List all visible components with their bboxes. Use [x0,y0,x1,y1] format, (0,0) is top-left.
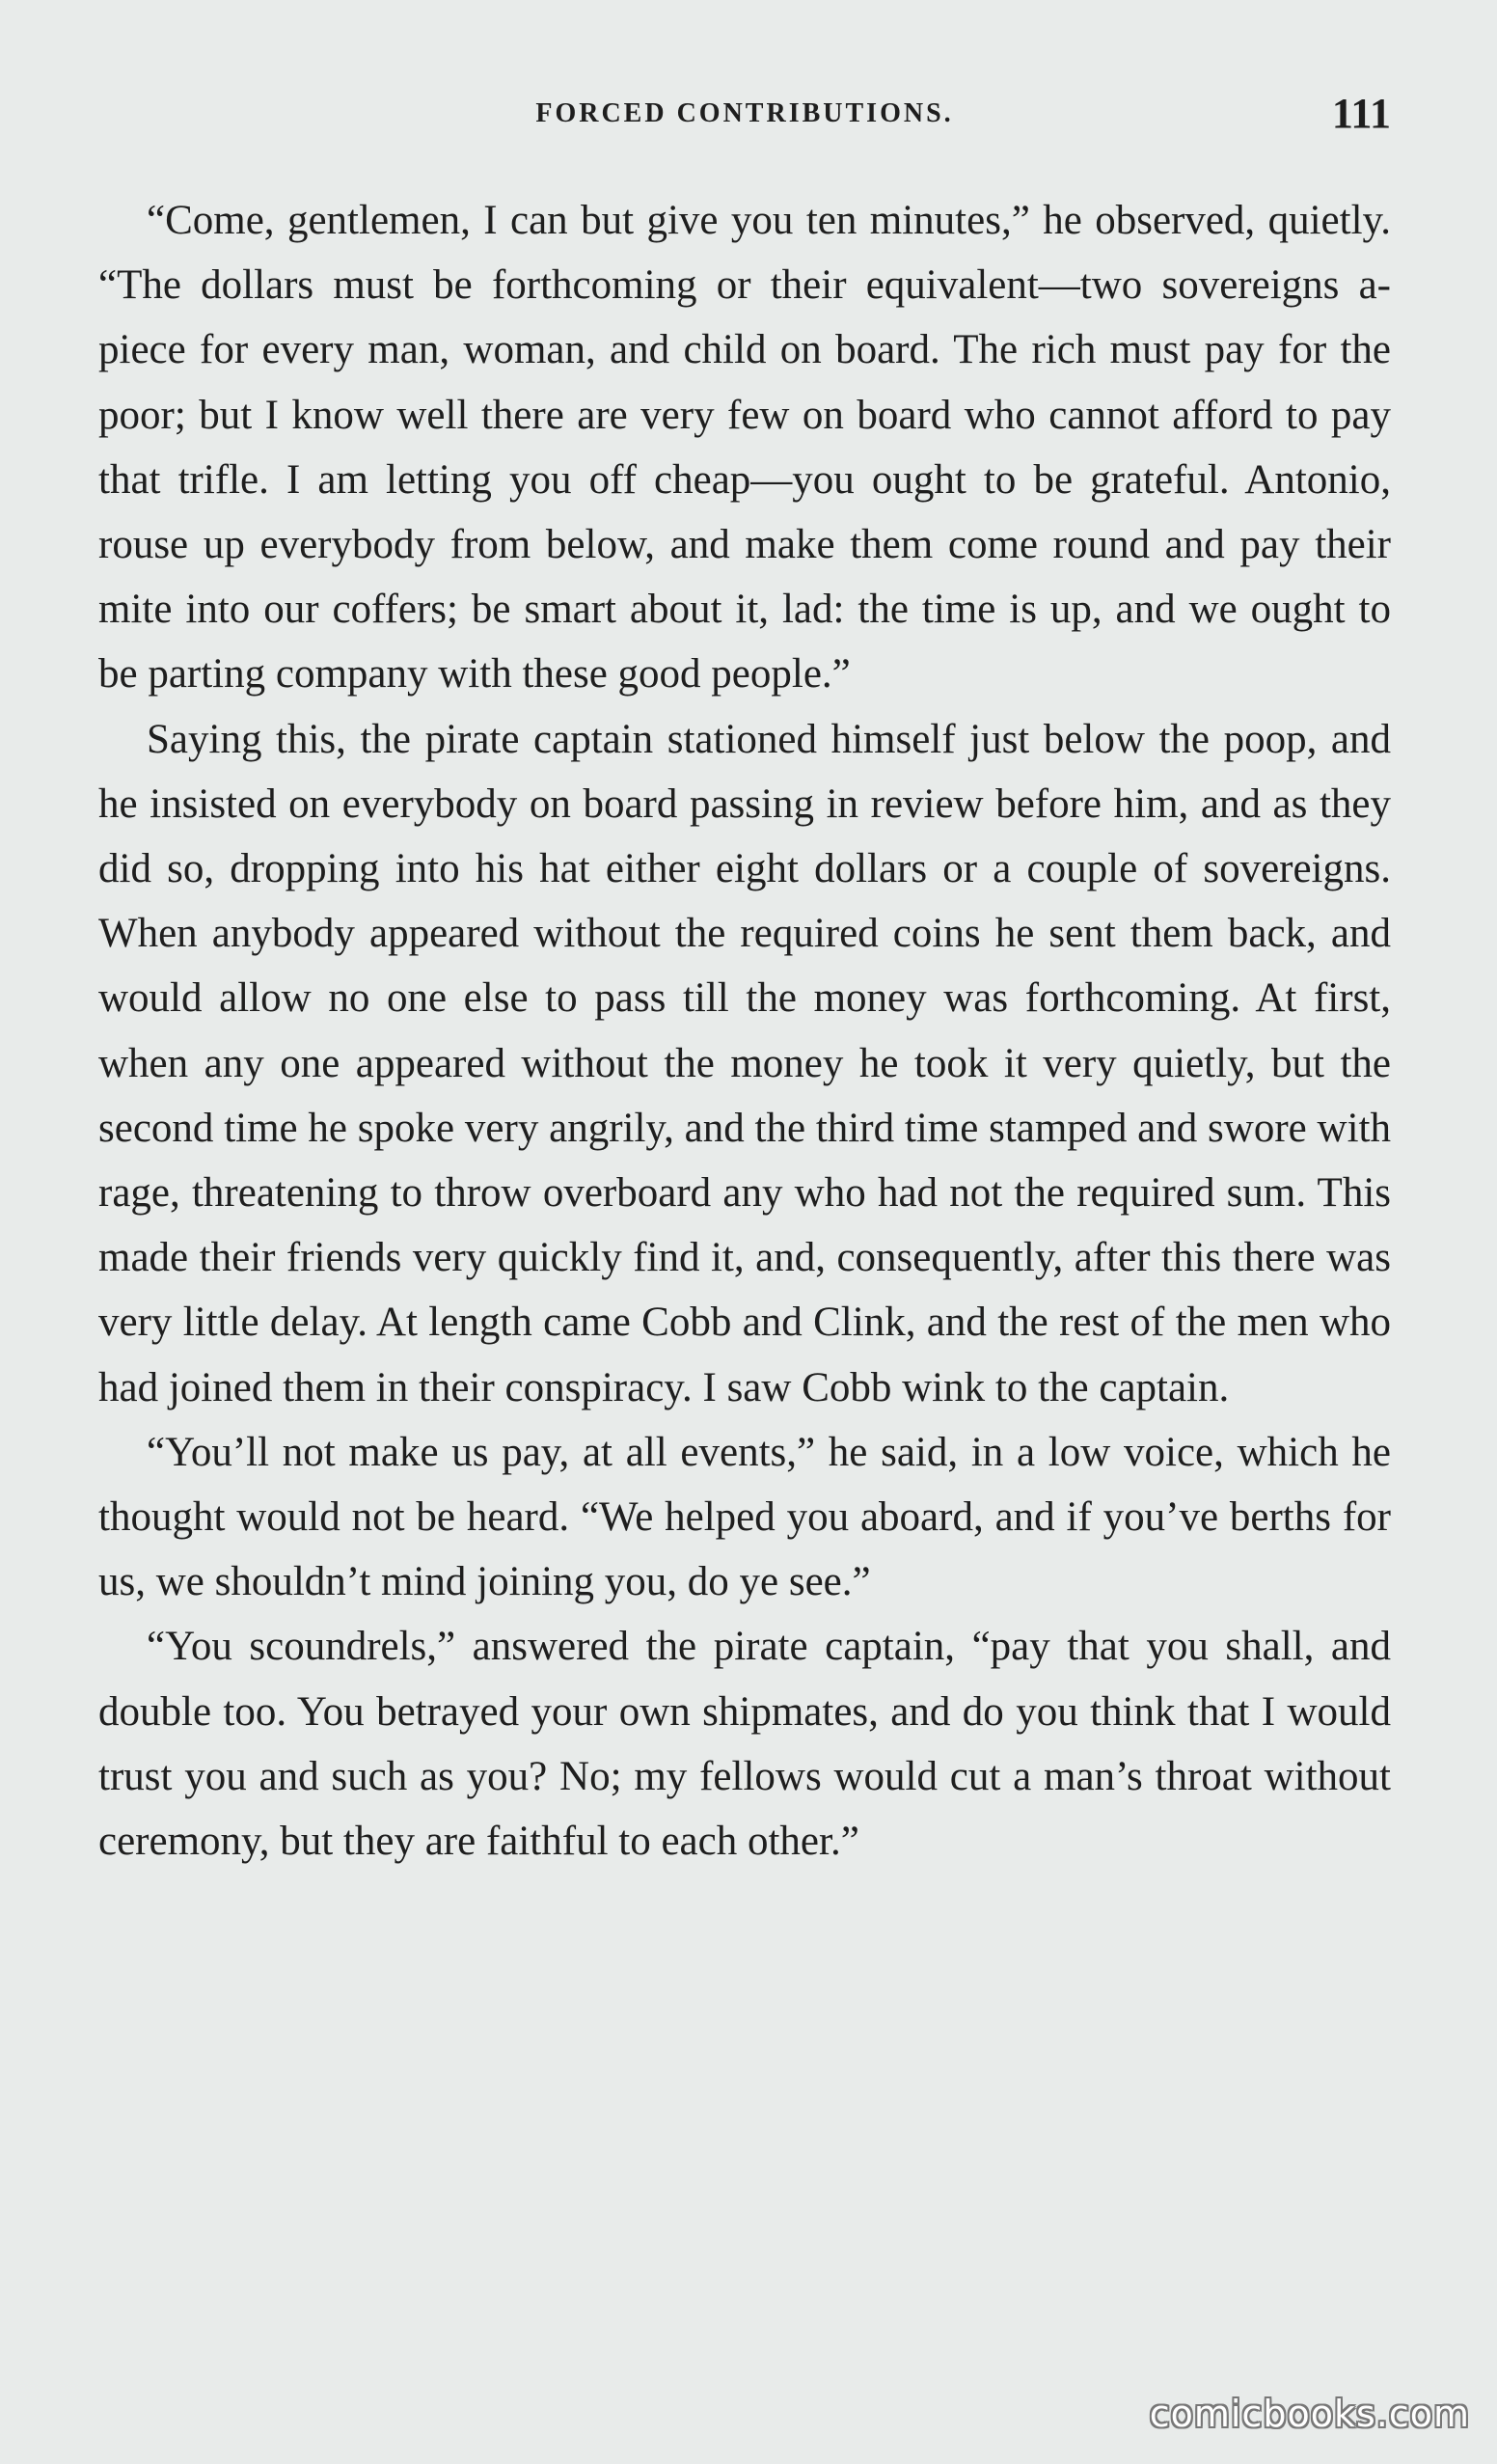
paragraph: “Come, gentlemen, I can but give you ten minutes,” he observed, quietly. “The dollars must be forthcoming or their equivalent—two sovereigns a-piece for every man, woman, and child on board. The rich must pay for the poor; but I know well there are very few on board who cannot afford to pay that trifle. I am letting you off cheap—you ought to be grateful. Antonio, rouse up everybody from below, and make them come round and pay their mite into our coffers; be smart about it, lad: the time is up, and we ought to be parting company with these good people.” [98,198,1391,698]
paragraph: Saying this, the pirate captain stationed himself just below the poop, and he insisted on everybody on board passing in review before him, and as they did so, dropping into his hat either eight dollars or a couple of sovereigns. When anybody appeared without the required coins he sent them back, and would allow no one else to pass till the money was forthcoming. At first, when any one appeared without the money he took it very quietly, but the second time he spoke very angrily, and the third time stamped and swore with rage, threatening to throw overboard any who had not the required sum. This made their friends very quickly find it, and, consequently, after this there was very little delay. At length came Cobb and Clink, and the rest of the men who had joined them in their conspiracy. I saw Cobb wink to the captain. [98,716,1391,1410]
paragraph: “You’ll not make us pay, at all events,” he said, in a low voice, which he thought would not be heard. “We helped you aboard, and if you’ve berths for us, we shouldn’t mind joining you, do ye see.” [98,1429,1391,1605]
running-head: FORCED CONTRIBUTIONS. [535,98,954,128]
page-body [98,188,1391,1874]
page-header [98,89,1391,156]
page-number: 111 [1331,90,1391,137]
paragraph: “You scoundrels,” answered the pirate captain, “pay that you shall, and double too. You betrayed your own shipmates, and do you think that I would trust you and such as you? No; my fellows would cut a man’s throat without ceremony, but they are faithful to each other.” [98,1624,1391,1865]
watermark: comicbooks.com [1149,2393,1470,2435]
